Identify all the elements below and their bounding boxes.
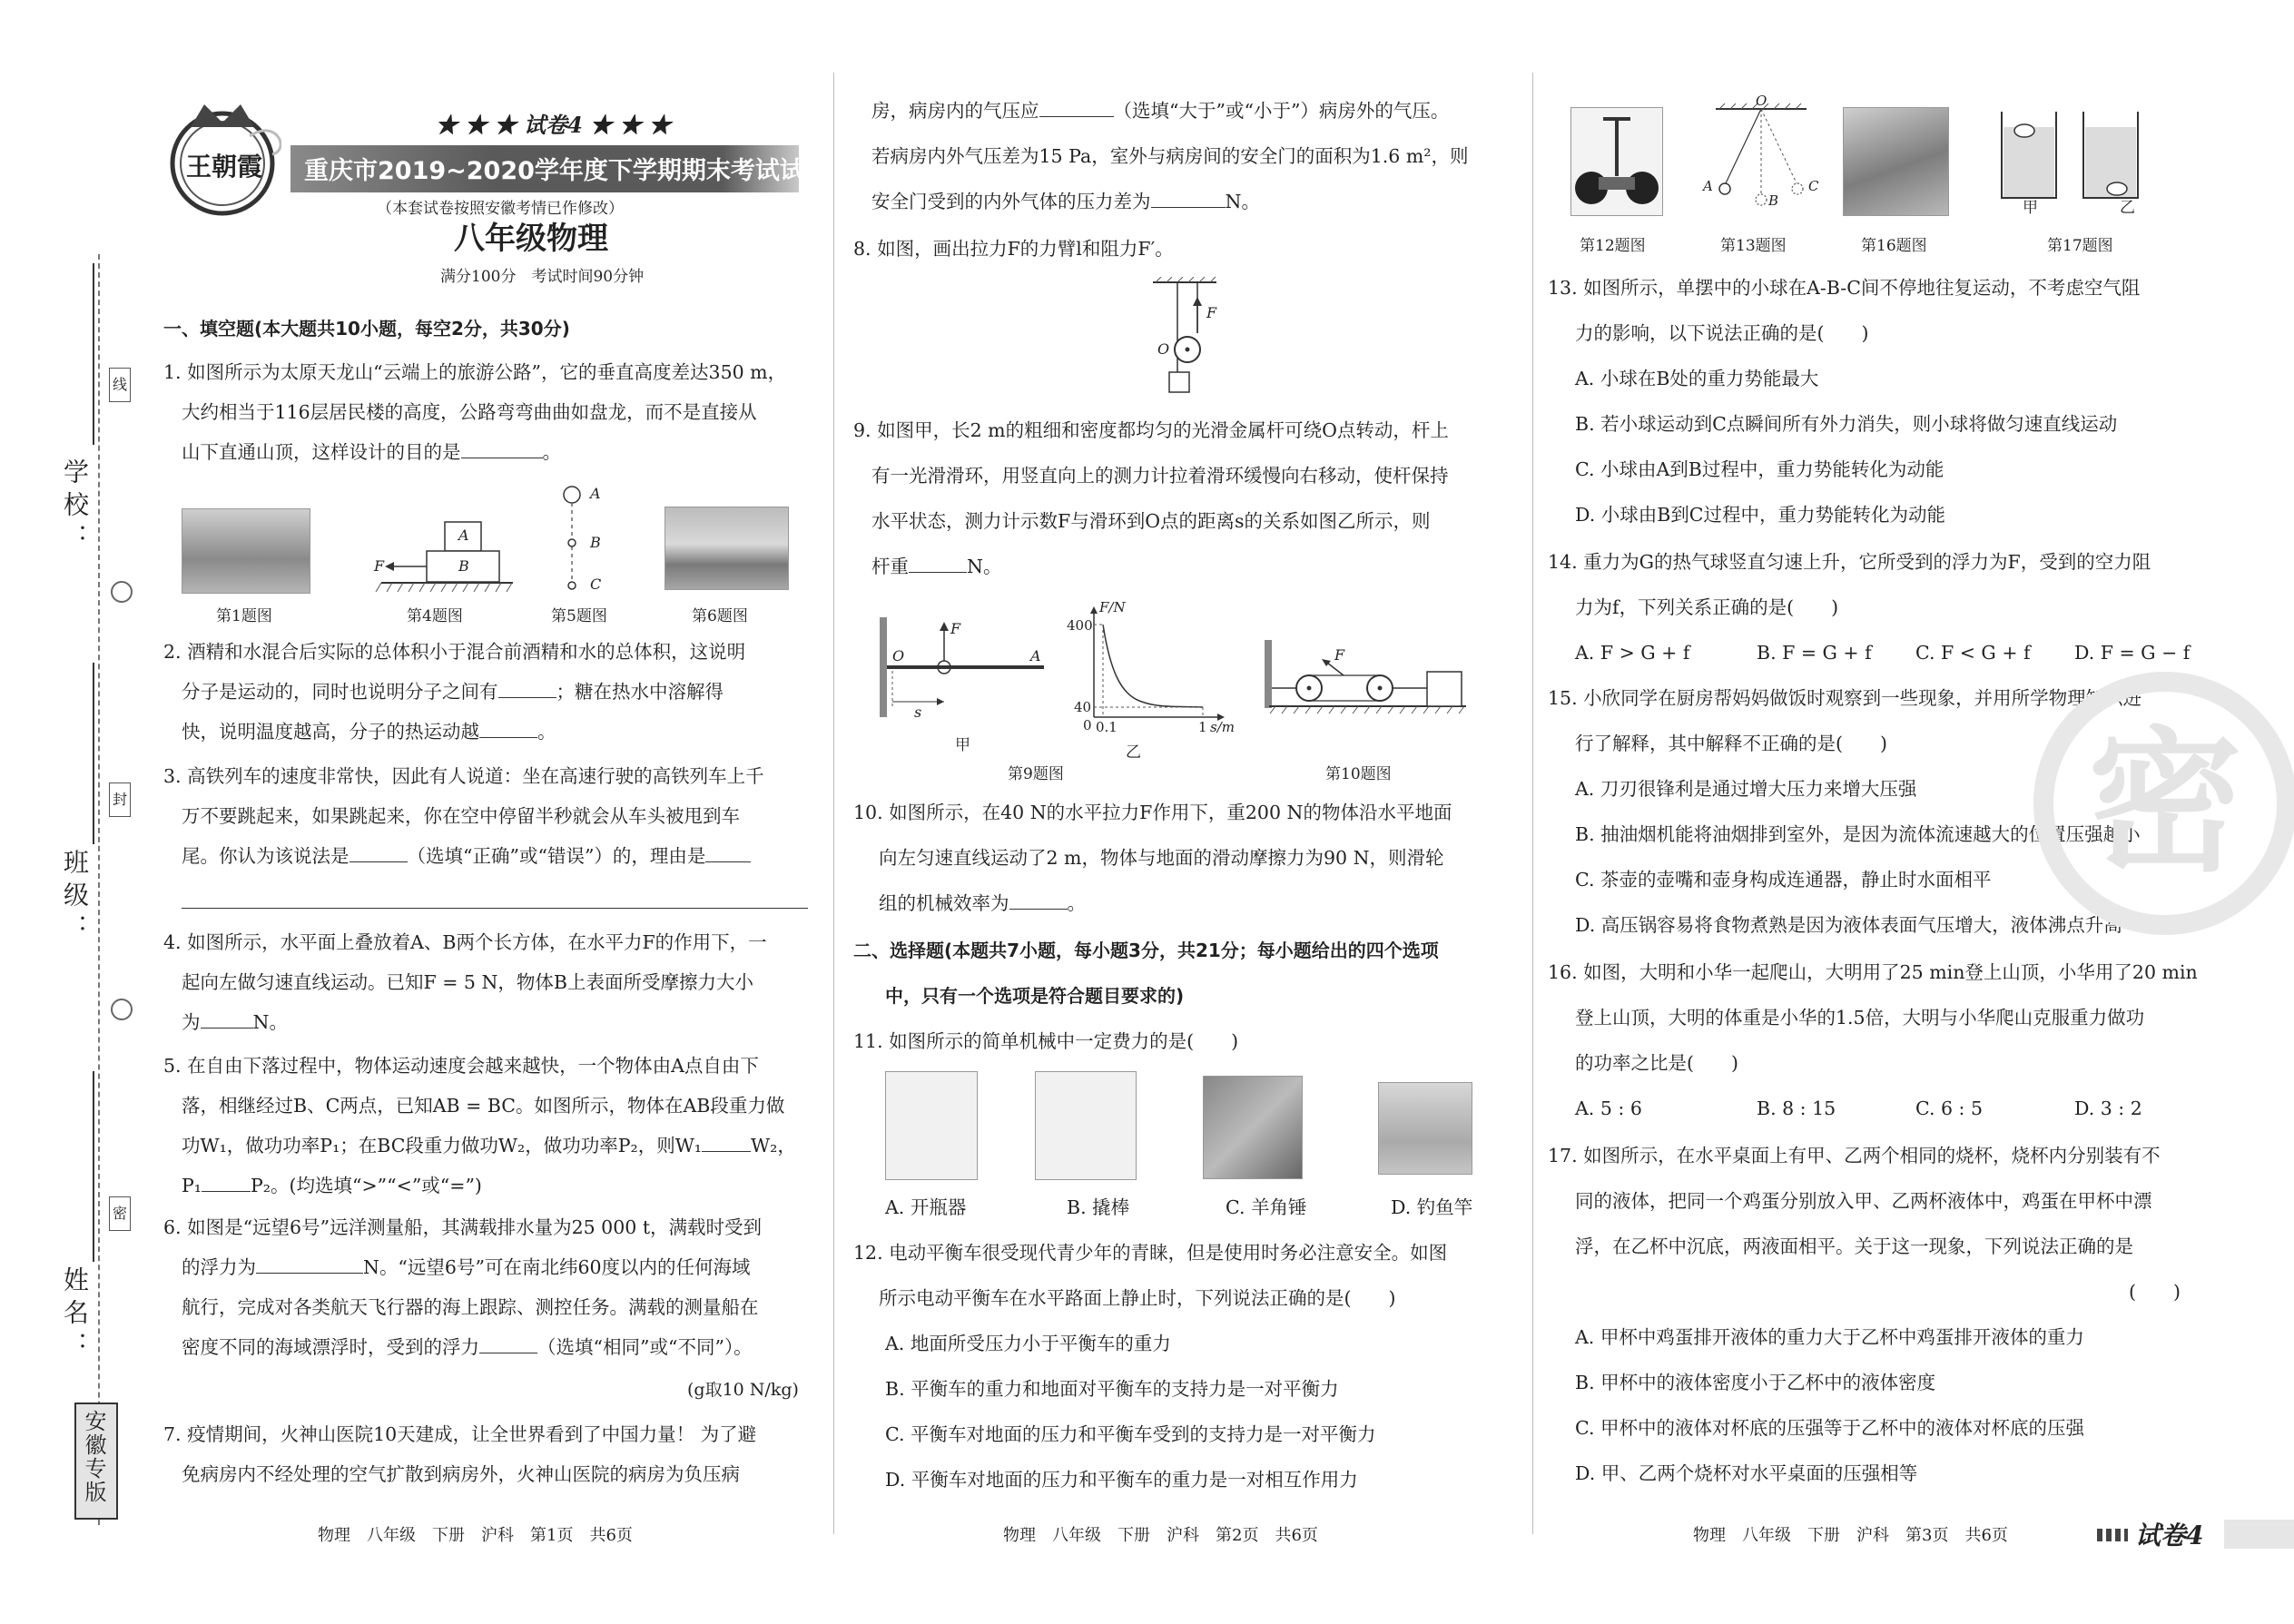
class-label: 班级： (60, 849, 90, 947)
q2-line3 (182, 721, 556, 743)
q15-line2: 行了解释，其中解释不正确的是( ) (1575, 733, 1887, 754)
fig9-caption: 第9题图 (1008, 765, 1064, 783)
q6-line2 (182, 1256, 751, 1279)
fig13-pendulum-icon (1698, 102, 1825, 215)
q4-line1: 4. 如图所示，水平面上叠放着A、B两个长方体，在水平力F的作用下，一 (163, 931, 767, 953)
fig4-label-f: F (374, 557, 385, 575)
q5-line2: 落，相继经过B、C两点，已知AB = BC。如图所示，物体在AB段重力做 (182, 1095, 785, 1117)
q3-line2: 万不要跳起来，如果跳起来，你在空中停留半秒就会从车头被甩到车 (182, 805, 740, 827)
q1-line1: 1. 如图所示为太原天龙山“云端上的旅游公路”，它的垂直高度差达350 m， (163, 361, 787, 383)
q11-option-a[interactable]: A. 开瓶器 (885, 1196, 967, 1218)
q4-line3 (182, 1011, 288, 1034)
fig4-diagram (372, 517, 517, 599)
fig17-label-yi: 乙 (2120, 199, 2135, 217)
secret-stamp (2033, 672, 2294, 935)
q10-line3-tail: 。 (1067, 892, 1086, 914)
q11-fig-a (885, 1071, 978, 1180)
q17-answer-paren[interactable]: ( ) (2129, 1281, 2181, 1303)
q15-line1: 15. 小欣同学在厨房帮妈妈做饭时观察到一些现象，并用所学物理知识进 (1548, 687, 2142, 709)
q9-line2: 有一光滑滑环，用竖直向上的测力计拉着滑环缓慢向右移动，使杆保持 (871, 465, 1449, 487)
fig16-caption: 第16题图 (1861, 237, 1927, 255)
fig4-blocks-icon (372, 517, 517, 599)
q2-line3-tail: 。 (537, 721, 556, 743)
q12-option-d[interactable]: D. 平衡车对地面的压力和平衡车的重力是一对相互作用力 (885, 1469, 1358, 1491)
fig17-caption: 第17题图 (2047, 237, 2113, 255)
fig9-label-s: s (914, 704, 922, 721)
fig9-jia (876, 613, 1049, 726)
fig9-label-o: O (892, 647, 905, 664)
binding-line (98, 254, 100, 1525)
q7-line1: 7. 疫情期间，火神山医院10天建成，让全世界看到了中国力量！ 为了避 (163, 1423, 757, 1445)
q3-line1: 3. 高铁列车的速度非常快，因此有人说道：坐在高速行驶的高铁列车上千 (163, 765, 764, 787)
fig17-label-jia: 甲 (2023, 199, 2038, 217)
q5-line3 (182, 1135, 796, 1157)
q16-line2: 登上山顶，大明的体重是小华的1.5倍，大明与小华爬山克服重力做功 (1575, 1007, 2145, 1029)
q6-line4 (182, 1336, 753, 1359)
q11-option-c[interactable]: C. 羊角锤 (1226, 1196, 1307, 1218)
q2-answer-blank-1[interactable] (498, 681, 556, 698)
section-1-heading: 一、填空题(本大题共10小题，每空2分，共30分) (163, 318, 570, 340)
q2-line2-text: 分子是运动的，同时也说明分子之间有 (182, 681, 498, 703)
page1-footer: 物理 八年级 下册 沪科 第1页 共6页 (318, 1526, 633, 1545)
q5-line3-tail: W₂， (751, 1135, 796, 1156)
edition-label: 安徽专版 (81, 1410, 106, 1504)
q11-fig-b (1035, 1071, 1137, 1180)
q9-line3: 水平状态，测力计示数F与滑环到O点的距离s的关系如图乙所示，则 (871, 510, 1431, 532)
q3-line3-text: 尾。你认为该说法是 (182, 845, 350, 867)
q17-line1: 17. 如图所示，在水平桌面上有甲、乙两个相同的烧杯，烧杯内分别装有不 (1548, 1145, 2161, 1166)
seal-box-feng (109, 782, 131, 817)
q2-line3-text: 快，说明温度越高，分子的热运动越 (182, 721, 479, 743)
fig9-label-jia: 甲 (955, 736, 970, 754)
q11-text: 11. 如图所示的简单机械中一定费力的是( ) (853, 1030, 1239, 1052)
school-label: 学校： (60, 458, 90, 556)
q14-option-d[interactable]: D. F = G − f (2074, 642, 2191, 664)
q3-answer-blank-2[interactable] (705, 845, 751, 862)
fig9-tick-1: 1 (1198, 719, 1207, 735)
q6-line1: 6. 如图是“远望6号”远洋测量船，其满载排水量为25 000 t，满载时受到 (163, 1216, 763, 1238)
fig9-tick-01: 0.1 (1096, 719, 1117, 735)
fig8-diagram (1139, 277, 1230, 399)
fig9-tick-400: 400 (1067, 617, 1093, 634)
q7b-line3 (871, 191, 1260, 213)
fig10-label-f: F (1334, 646, 1345, 664)
q3-answer-line[interactable] (182, 908, 808, 909)
q15-option-b[interactable]: B. 抽油烟机能将油烟排到室外，是因为流体流速越大的位置压强越小 (1575, 823, 2141, 845)
logo (163, 100, 281, 218)
edition-box (74, 1403, 118, 1520)
fig12-photo (1570, 107, 1663, 216)
q11-fig-c (1203, 1076, 1303, 1179)
fig10-caption: 第10题图 (1325, 765, 1392, 783)
seal-xian: 线 (112, 376, 127, 393)
binding-strip (0, 0, 154, 1624)
exam-note: （本套试卷按照安徽考情已作修改） (377, 200, 624, 218)
q6-line2-tail: N。“远望6号”可在南北纬60度以内的任何海域 (363, 1256, 751, 1278)
q10-line1: 10. 如图所示，在40 N的水平拉力F作用下，重200 N的物体沿水平地面 (853, 802, 1452, 823)
fig5-label-b: B (590, 534, 601, 551)
hole-mark-2 (111, 999, 133, 1020)
q3-line3 (182, 845, 751, 868)
q4-line3-text: 为 (182, 1011, 201, 1033)
fig5-label-c: C (590, 576, 602, 593)
q10-answer-blank[interactable] (1009, 892, 1068, 910)
section-2-heading-1: 二、选择题(本题共7小题，每小题3分，共21分；每小题给出的四个选项 (853, 940, 1439, 961)
fig12-caption: 第12题图 (1580, 237, 1646, 255)
q7b-line3-tail: N。 (1225, 191, 1260, 212)
fig12-balance-scooter-icon (1571, 108, 1662, 215)
q8-text: 8. 如图，画出拉力F的力臂l和阻力F′。 (853, 238, 1174, 260)
fig8-label-o: O (1157, 340, 1170, 358)
fig10-pulley-block-icon (1262, 635, 1471, 717)
q9-line4 (871, 556, 1001, 578)
q17-option-c[interactable]: C. 甲杯中的液体对杯底的压强等于乙杯中的液体对杯底的压强 (1575, 1417, 2084, 1439)
series-title: ★ ★ ★ 试卷4 ★ ★ ★ (436, 112, 671, 138)
subject-title: 八年级物理 (454, 221, 608, 257)
q7-answer-blank-2[interactable] (1151, 191, 1226, 208)
q6-line4-text: 密度不同的海域漂浮时，受到的浮力 (182, 1336, 479, 1358)
logo-text: 王朝霞 (185, 152, 262, 182)
q15-option-d[interactable]: D. 高压锅容易将食物煮熟是因为液体表面气压增大，液体沸点升高 (1575, 914, 2122, 936)
q16-option-b[interactable]: B. 8 : 15 (1757, 1097, 1836, 1119)
fig13-label-a: A (1703, 178, 1713, 194)
q11-option-d[interactable]: D. 钓鱼竿 (1391, 1196, 1473, 1218)
fig9-label-yi: 乙 (1126, 743, 1141, 762)
fig9-lever-icon (876, 613, 1049, 726)
q5-answer-blank-1[interactable] (702, 1135, 751, 1152)
q16-option-a[interactable]: A. 5 : 6 (1575, 1097, 1642, 1119)
q16-line1: 16. 如图，大明和小华一起爬山，大明用了25 min登上山顶，小华用了20 min (1548, 961, 2198, 983)
fig9-axis-y-label: F/N (1099, 599, 1126, 615)
q7b-line1 (871, 100, 1449, 123)
q16-line3: 的功率之比是( ) (1575, 1052, 1738, 1074)
q12-option-c[interactable]: C. 平衡车对地面的压力和平衡车受到的支持力是一对平衡力 (885, 1423, 1376, 1445)
fig4-label-a: A (458, 527, 469, 544)
q5-line4-text: P₁ (182, 1175, 202, 1196)
fig8-pulley-icon (1139, 277, 1230, 399)
fig13-label-c: C (1808, 178, 1819, 194)
exam-title: 重庆市2019~2020学年度下学期期末考试试卷 (304, 157, 829, 185)
q2-line1: 2. 酒精和水混合后实际的总体积小于混合前酒精和水的总体积，这说明 (163, 641, 746, 663)
q3-answer-blank-1[interactable] (350, 845, 408, 862)
q6-line2-text: 的浮力为 (182, 1256, 256, 1278)
q6-line3: 航行，完成对各类航天飞行器的海上跟踪、测控任务。满载的测量船在 (182, 1296, 759, 1318)
tag-dots (2097, 1529, 2128, 1541)
q14-line2: 力为f，下列关系正确的是( ) (1575, 596, 1839, 618)
q7b-line3-text: 安全门受到的内外气体的压力差为 (871, 191, 1151, 212)
school-blank (93, 263, 94, 445)
q13-option-d[interactable]: D. 小球由B到C过程中，重力势能转化为动能 (1575, 504, 1945, 526)
q7-line2: 免病房内不经处理的空气扩散到病房外，火神山医院的病房为负压病 (182, 1463, 740, 1485)
q11-fig-d (1378, 1082, 1472, 1175)
fig17-diagram (1997, 107, 2142, 207)
page2-footer: 物理 八年级 下册 沪科 第2页 共6页 (1003, 1526, 1318, 1545)
page3-footer: 物理 八年级 下册 沪科 第3页 共6页 (1693, 1526, 2008, 1545)
q12-option-a[interactable]: A. 地面所受压力小于平衡车的重力 (885, 1333, 1171, 1354)
q4-line2: 起向左做匀速直线运动。已知F = 5 N，物体B上表面所受摩擦力大小 (182, 971, 753, 993)
q1-answer-blank[interactable] (461, 441, 543, 458)
q12-line2: 所示电动平衡车在水平路面上静止时，下列说法正确的是( ) (879, 1287, 1396, 1309)
hole-mark-1 (111, 581, 133, 603)
q16-option-c[interactable]: C. 6 : 5 (1915, 1097, 1984, 1119)
q10-line3-text: 组的机械效率为 (879, 892, 1009, 914)
q4-line3-tail: N。 (252, 1011, 288, 1033)
fig9-tick-40: 40 (1074, 699, 1092, 715)
q7b-line1-tail: （选填“大于”或“小于”）病房外的气压。 (1113, 100, 1450, 122)
q9-line4-tail: N。 (967, 556, 1002, 577)
q17-option-b[interactable]: B. 甲杯中的液体密度小于乙杯中的液体密度 (1575, 1372, 1936, 1393)
q16-option-d[interactable]: D. 3 : 2 (2074, 1097, 2142, 1119)
fig5-diagram (554, 481, 608, 599)
q5-line4-tail: P₂。(均选填“>”“<”或“=”) (251, 1175, 482, 1196)
q13-option-a[interactable]: A. 小球在B处的重力势能最大 (1575, 368, 1819, 389)
fig1-caption: 第1题图 (216, 607, 272, 625)
exam-meta: 满分100分 考试时间90分钟 (440, 268, 645, 286)
q11-option-b[interactable]: B. 撬棒 (1067, 1196, 1130, 1218)
q7-answer-blank-1[interactable] (1039, 100, 1114, 117)
test-tag: 试卷4 (2135, 1521, 2204, 1550)
q5-line4 (182, 1175, 482, 1197)
seal-mi: 密 (112, 1205, 127, 1222)
fig5-caption: 第5题图 (551, 607, 607, 625)
fig9-axis-x-label: s/m (1210, 719, 1235, 735)
secret-stamp-glyph: 密 (2087, 714, 2242, 893)
fig5-label-a: A (590, 485, 601, 502)
q2-answer-blank-2[interactable] (479, 721, 537, 738)
fig6-photo (665, 507, 789, 590)
q14-option-a[interactable]: A. F > G + f (1575, 642, 1690, 664)
fig13-label-o: O (1756, 93, 1767, 109)
q13-option-b[interactable]: B. 若小球运动到C点瞬间所有外力消失，则小球将做匀速直线运动 (1575, 413, 2118, 435)
q10-line2: 向左匀速直线运动了2 m，物体与地面的滑动摩擦力为90 N，则滑轮 (879, 847, 1444, 869)
q9-answer-blank[interactable] (909, 556, 967, 573)
q13-line1: 13. 如图所示，单摆中的小球在A-B-C间不停地往复运动，不考虑空气阻 (1548, 277, 2141, 299)
q5-line3-text: 功W₁，做功功率P₁；在BC段重力做功W₂，做功功率P₂，则W₁ (182, 1135, 703, 1156)
q15-option-a[interactable]: A. 刀刃很锋利是通过增大压力来增大压强 (1575, 778, 1917, 800)
fig6-caption: 第6题图 (692, 607, 748, 625)
q1-line3-text: 山下直通山顶，这样设计的目的是 (182, 441, 461, 463)
fig10-diagram (1262, 635, 1471, 717)
q10-line3 (879, 892, 1086, 915)
q6-answer-blank-2[interactable] (479, 1336, 537, 1353)
seal-box-xian (109, 368, 131, 402)
class-blank (93, 663, 94, 844)
q4-answer-blank[interactable] (201, 1011, 253, 1029)
fig17-beakers-icon (1997, 107, 2142, 207)
q14-option-c[interactable]: C. F < G + f (1915, 642, 2031, 664)
q6-answer-blank-1[interactable] (256, 1256, 363, 1274)
fig1-photo (182, 508, 310, 594)
q6-note: (g取10 N/kg) (687, 1380, 799, 1400)
section-2-heading-2: 中，只有一个选项是符合题目要求的) (885, 985, 1185, 1007)
q15-option-c[interactable]: C. 茶壶的壶嘴和壶身构成连通器，静止时水面相平 (1575, 869, 1992, 891)
fig13-diagram (1698, 93, 1825, 215)
seal-box-mi (109, 1196, 131, 1231)
q1-line3: 山下直通山顶，这样设计的目的是 。 (182, 441, 561, 463)
fig4-caption: 第4题图 (407, 607, 463, 625)
column-divider-2 (1532, 73, 1533, 1534)
q17-option-d[interactable]: D. 甲、乙两个烧杯对水平桌面的压强相等 (1575, 1462, 1918, 1484)
q17-option-a[interactable]: A. 甲杯中鸡蛋排开液体的重力大于乙杯中鸡蛋排开液体的重力 (1575, 1326, 2084, 1348)
q5-answer-blank-2[interactable] (202, 1175, 251, 1192)
fig4-label-b: B (458, 557, 469, 575)
name-blank (93, 1071, 94, 1262)
seal-feng: 封 (112, 791, 127, 808)
q14-option-b[interactable]: B. F = G + f (1757, 642, 1872, 664)
q12-line1: 12. 电动平衡车很受现代青少年的青睐，但是使用时务必注意安全。如图 (853, 1242, 1448, 1264)
tag-bar (2224, 1520, 2294, 1549)
q7b-line2: 若病房内外气压差为15 Pa，室外与病房间的安全门的面积为1.6 m²，则 (871, 145, 1469, 167)
fig13-label-b: B (1768, 192, 1779, 209)
q9-line4-text: 杆重 (871, 556, 909, 577)
q12-option-b[interactable]: B. 平衡车的重力和地面对平衡车的支持力是一对平衡力 (885, 1378, 1339, 1400)
column-divider-1 (833, 73, 834, 1534)
fig9-tick-0: 0 (1083, 717, 1092, 733)
q13-line2: 力的影响，以下说法正确的是( ) (1575, 322, 1869, 344)
q6-line4-tail: （选填“相同”或“不同”）。 (537, 1336, 753, 1358)
q7b-line1-text: 房，病房内的气压应 (871, 100, 1039, 122)
q17-line2: 同的液体，把同一个鸡蛋分别放入甲、乙两杯液体中，鸡蛋在甲杯中漂 (1575, 1190, 2152, 1212)
fig16-photo (1843, 107, 1949, 216)
fig9-label-f: F (950, 620, 961, 637)
q2-line2-tail: ；糖在热水中溶解得 (556, 681, 724, 703)
q17-line3: 浮，在乙杯中沉底，两液面相平。关于这一现象，下列说法正确的是 (1575, 1235, 2133, 1257)
q14-line1: 14. 重力为G的热气球竖直匀速上升，它所受到的浮力为F，受到的空力阻 (1548, 551, 2151, 573)
q1-line2: 大约相当于116层居民楼的高度，公路弯弯曲曲如盘龙，而不是直接从 (182, 401, 757, 423)
fig8-label-f: F (1206, 304, 1217, 321)
fig9-yi-graph (1067, 599, 1235, 735)
fig13-caption: 第13题图 (1720, 237, 1787, 255)
q13-option-c[interactable]: C. 小球由A到B过程中，重力势能转化为动能 (1575, 458, 1944, 480)
q5-line1: 5. 在自由下落过程中，物体运动速度会越来越快，一个物体由A点自由下 (163, 1055, 759, 1077)
q3-line3-tail: （选填“正确”或“错误”）的，理由是 (407, 845, 706, 867)
q2-line2 (182, 681, 724, 704)
q9-line1: 9. 如图甲，长2 m的粗细和密度都均匀的光滑金属杆可绕O点转动，杆上 (853, 419, 1449, 441)
fig9-label-a: A (1030, 647, 1041, 664)
name-label: 姓名： (60, 1266, 90, 1364)
